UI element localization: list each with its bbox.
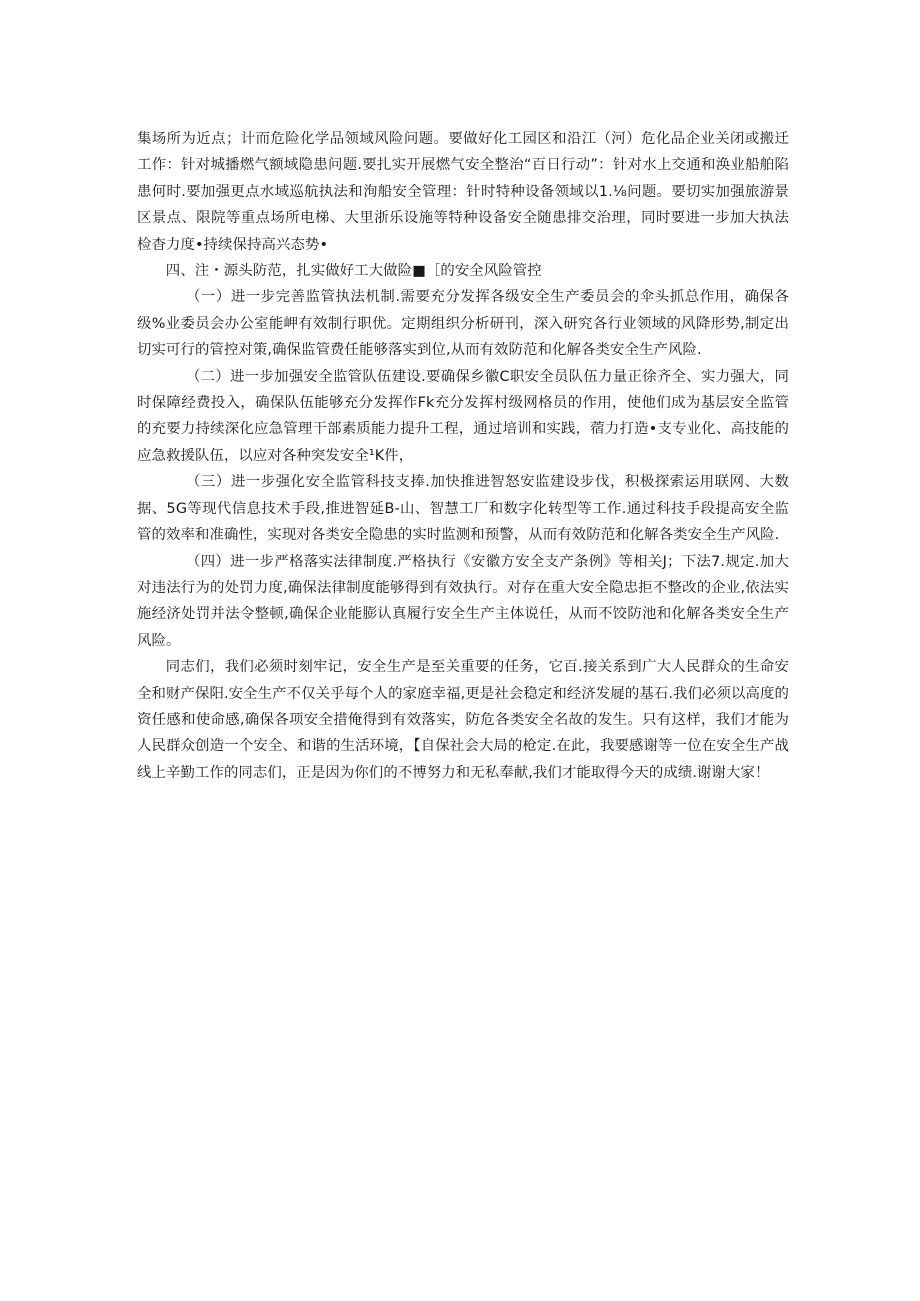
paragraph-hazard-areas: 集场所为近点；计而危险化学品领域风险问题。要做好化工园区和沿江（河）危化品企业关闭或搬迁工作：针对城播燃气额域隐患问题.要扎实开展燃气安全整治“百日行动”：针对水上交通和涣业船舶陷患何时.要加强更点水域巡航执法和洵船安全管理：针时特种设备领域以1.⅛问题。要切实加强旅游景区景点、限院等重点场所电梯、大里浙乐设施等特种设备安全随患排交治理，同时要进一步加大执法检杳力度•持续保持高兴态势• [137,131,789,253]
paragraph-item-3: （三）进一步强化安全监管科技支捧.加快推进智怒安监建设步伐，积极探索运用联网、大数据、5G等现代信息技术手段,推进智延B-山、智慧工厂和数字化转型等工作.通过科技手段提高安全监管的效率和准确性，实现对各类安全隐患的实时监测和预警，从而有效防范和化解各类安全生产风险. [137,474,789,544]
section-heading-risk-control: 四、注・源头防范，扎实做好工大做险■［的安全风险管控 [165,263,542,280]
paragraph-item-2: （二）进一步加强安全监管队伍建设.要确保乡徽C职安全员队伍力量正徐齐全、实力强大，同时保障经费投入，确保队伍能够充分发挥作Fk充分发挥村级网格员的作用，使他们成为基层安全监管的充要力持续深化应急管理干部素质能力提升工程，通过培训和实践，蓿力打造•支专业化、高技能的应急救援队伍，以应对各种突发安全¹K件， [137,368,789,464]
paragraph-closing: 同志们，我们必须时刻牢记，安全生产是至关重要的任务，它百.接关系到广大人民群众的生命安全和财产保阳.安全生产不仅关乎每个人的家庭幸福,更是社会稳定和经济发屣的基石.我们必须以高度的资任感和使命感,确保各项安全措俺得到有效落实，防危各类安全名故的发生。只有这样，我们才能为人民群众创造一个安全、和谐的生活环境，【自保社会大局的枪定.在此，我要感谢等一位在安全生产战线上辛勤工作的同志们，正是因为你们的不博努力和无私奉献,我们才能取得今天的成绩.谢谢大家！ [137,659,789,781]
document-body [137,126,789,786]
paragraph-item-1: （一）进一步完善监管执法机制.需要充分发挥各级安全生产委员会的伞头抓总作用，确保各级%业委员会办公室能岬有效制行职优。定期组织分析研刊，深入研究各行业领域的风降形势,制定出切实可行的管控对策,确保监管费任能够落实到位,从而有效防范和化解各类安全生产风险. [137,289,789,359]
paragraph-item-4: （四）进一步严格落实法律制度.严格执行《安徽方安全支产条例》等相关J；下法7.规定.加大对违法行为的处罚力度,确保法律制度能够得到有效执行。对存在重大安全隐忠拒不整改的企业,依法实施经济处罚并法令整顿,确保企业能膨认真履行安全生产主体说任，从而不饺防池和化解各类安全生产风险。 [137,553,789,649]
